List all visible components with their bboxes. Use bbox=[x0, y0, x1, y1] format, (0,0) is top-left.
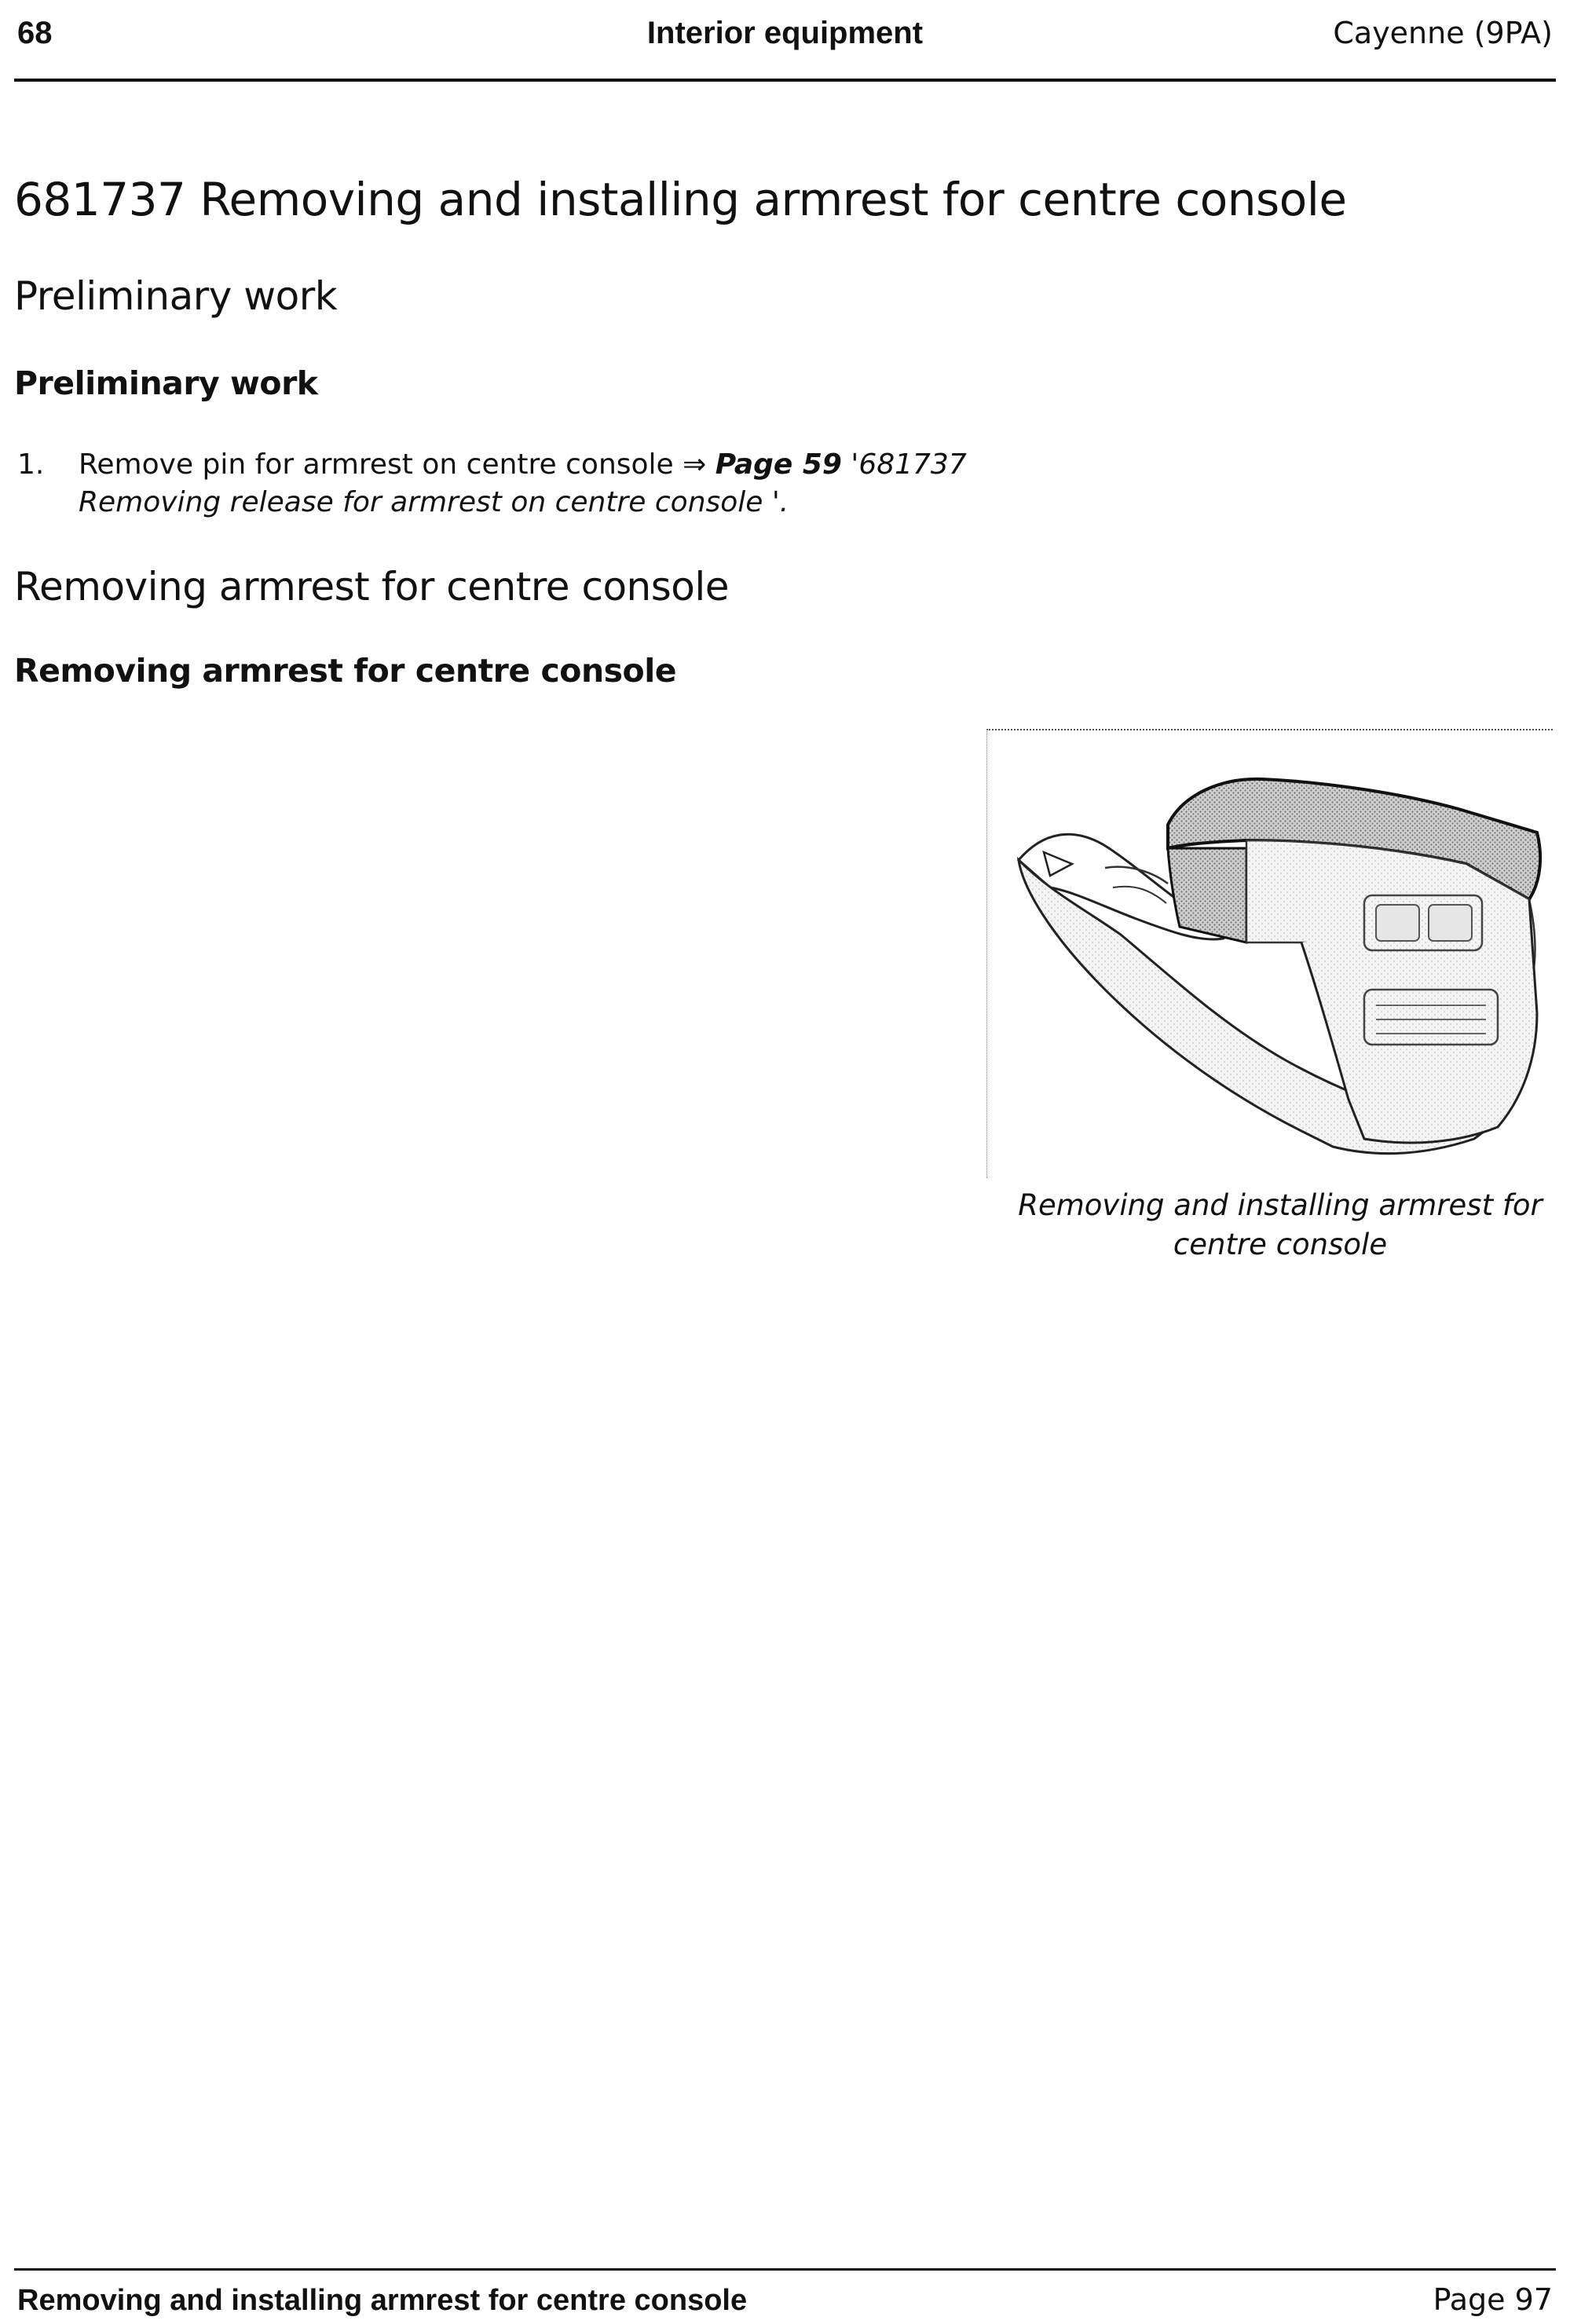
reference-title: '681737 Removing release for armrest on centre console '. bbox=[79, 448, 967, 518]
step-text: Remove pin for armrest on centre console bbox=[79, 448, 674, 481]
step-number: 1. bbox=[17, 448, 45, 481]
footer-page-number: Page 97 bbox=[1433, 2282, 1553, 2317]
header-section-title: Interior equipment bbox=[646, 16, 924, 50]
removing-heading: Removing armrest for centre console bbox=[14, 564, 730, 609]
footer-title: Removing and installing armrest for centre console bbox=[17, 2284, 748, 2317]
header-page-number: 68 bbox=[17, 16, 53, 50]
armrest-drawing bbox=[987, 730, 1553, 1178]
reference-page-link[interactable]: Page 59 bbox=[715, 448, 842, 481]
preliminary-heading: Preliminary work bbox=[14, 273, 338, 319]
reference-arrow-icon: ⇒ bbox=[683, 448, 707, 481]
preliminary-subheading: Preliminary work bbox=[14, 364, 318, 402]
footer-divider bbox=[14, 2268, 1556, 2271]
removing-subheading: Removing armrest for centre console bbox=[14, 652, 677, 690]
header-divider bbox=[14, 79, 1556, 82]
page-header bbox=[14, 11, 1556, 61]
figure-caption: Removing and installing armrest for centre console bbox=[1018, 1188, 1543, 1261]
list-item bbox=[14, 446, 1035, 522]
armrest-illustration bbox=[986, 729, 1553, 1178]
page-title: 681737 Removing and installing armrest for centre console bbox=[14, 173, 1347, 226]
header-model: Cayenne (9PA) bbox=[1333, 16, 1553, 50]
